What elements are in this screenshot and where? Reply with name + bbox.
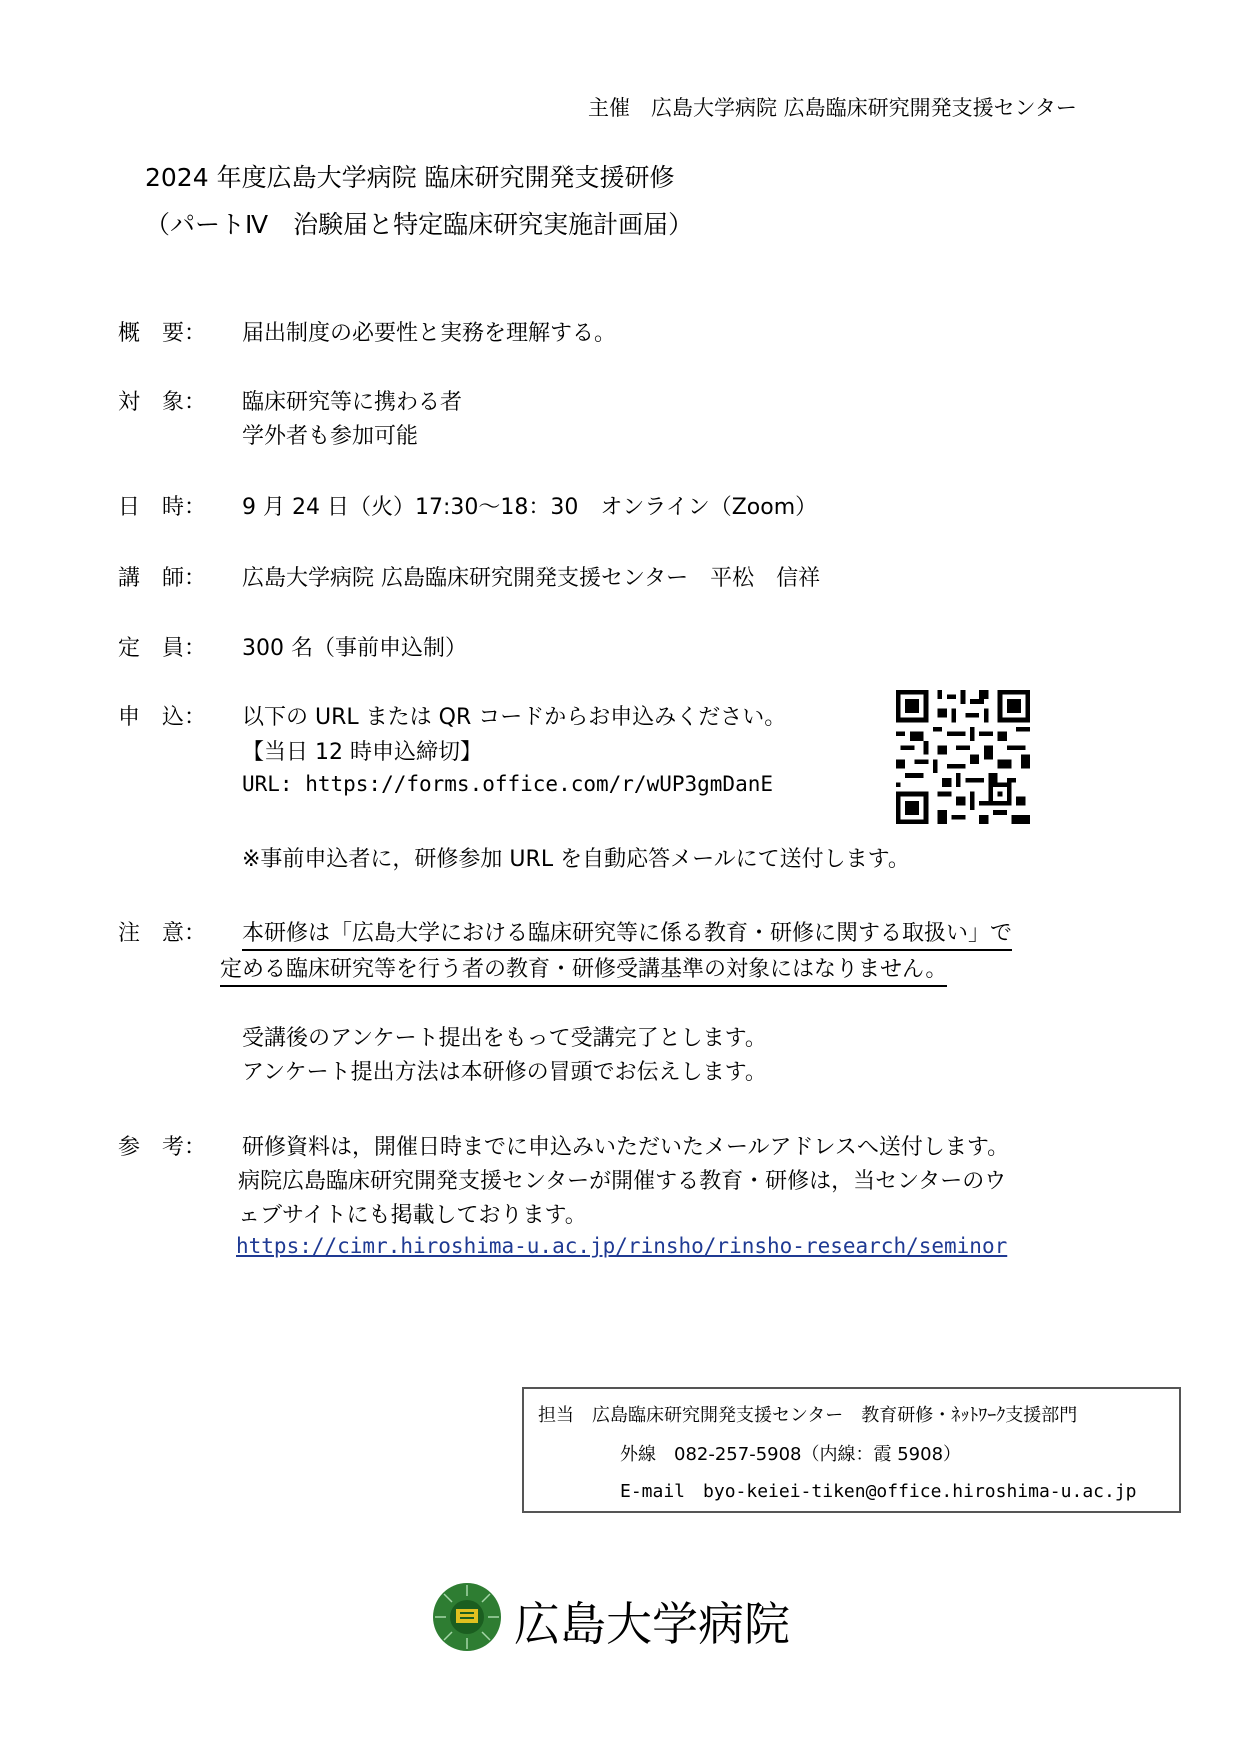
reference-label: 参 考： (118, 1135, 207, 1160)
qr-code-icon[interactable] (896, 690, 1030, 824)
contact-box (522, 1387, 1181, 1513)
datetime-text: 9 月 24 日（火）17:30～18：30 オンライン（Zoom） (242, 495, 818, 520)
capacity-label: 定 員： (118, 636, 207, 661)
caution-line-3: 受講後のアンケート提出をもって受講完了とします。 (242, 1026, 767, 1051)
reference-line-2: 病院広島臨床研究開発支援センターが開催する教育・研修は，当センターのウ (238, 1169, 1007, 1194)
contact-department: 担当 広島臨床研究開発支援センター 教育研修・ﾈｯﾄﾜｰｸ支援部門 (538, 1405, 1078, 1426)
apply-note: ※事前申込者に，研修参加 URL を自動応答メールにて送付します。 (242, 847, 910, 872)
page-title-line2: （パートⅣ 治験届と特定臨床研究実施計画届） (145, 210, 694, 239)
apply-deadline: 【当日 12 時申込締切】 (242, 740, 482, 765)
caution-line-2: 定める臨床研究等を行う者の教育・研修受講基準の対象にはなりません。 (220, 952, 947, 987)
apply-url[interactable]: URL: https://forms.office.com/r/wUP3gmDanE (242, 772, 774, 796)
reference-line-1: 研修資料は，開催日時までに申込みいただいたメールアドレスへ送付します。 (242, 1135, 1010, 1160)
lecturer-label: 講 師： (118, 566, 207, 591)
caution-line-1: 本研修は「広島大学における臨床研究等に係る教育・研修に関する取扱い」で (242, 916, 1012, 951)
contact-email[interactable]: E-mail byo-keiei-tiken@office.hiroshima-u.ac.jp (620, 1481, 1137, 1502)
caution-line-4: アンケート提出方法は本研修の冒頭でお伝えします。 (242, 1060, 767, 1085)
contact-phone: 外線 082-257-5908（内線：霞 5908） (620, 1444, 962, 1465)
apply-label: 申 込： (118, 705, 207, 730)
organizer-line: 主催 広島大学病院 広島臨床研究開発支援センター (588, 96, 1077, 120)
page-title-line1: 2024 年度広島大学病院 臨床研究開発支援研修 (145, 163, 675, 192)
overview-text: 届出制度の必要性と実務を理解する。 (242, 321, 617, 346)
target-line-1: 臨床研究等に携わる者 (242, 390, 463, 415)
apply-line-1: 以下の URL または QR コードからお申込みください。 (242, 705, 787, 730)
target-line-2: 学外者も参加可能 (242, 424, 419, 449)
lecturer-text: 広島大学病院 広島臨床研究開発支援センター 平松 信祥 (242, 566, 821, 591)
caution-label: 注 意： (118, 921, 207, 946)
hiroshima-university-emblem-icon (432, 1582, 502, 1652)
target-label: 対 象： (118, 390, 207, 415)
datetime-label: 日 時： (118, 495, 207, 520)
capacity-text: 300 名（事前申込制） (242, 636, 467, 661)
overview-label: 概 要： (118, 321, 207, 346)
reference-website-link[interactable]: https://cimr.hiroshima-u.ac.jp/rinsho/rinsho-research/seminor (236, 1234, 1008, 1258)
logo-text: 広島大学病院 (514, 1597, 790, 1651)
reference-line-3: ェブサイトにも掲載しております。 (238, 1203, 587, 1228)
